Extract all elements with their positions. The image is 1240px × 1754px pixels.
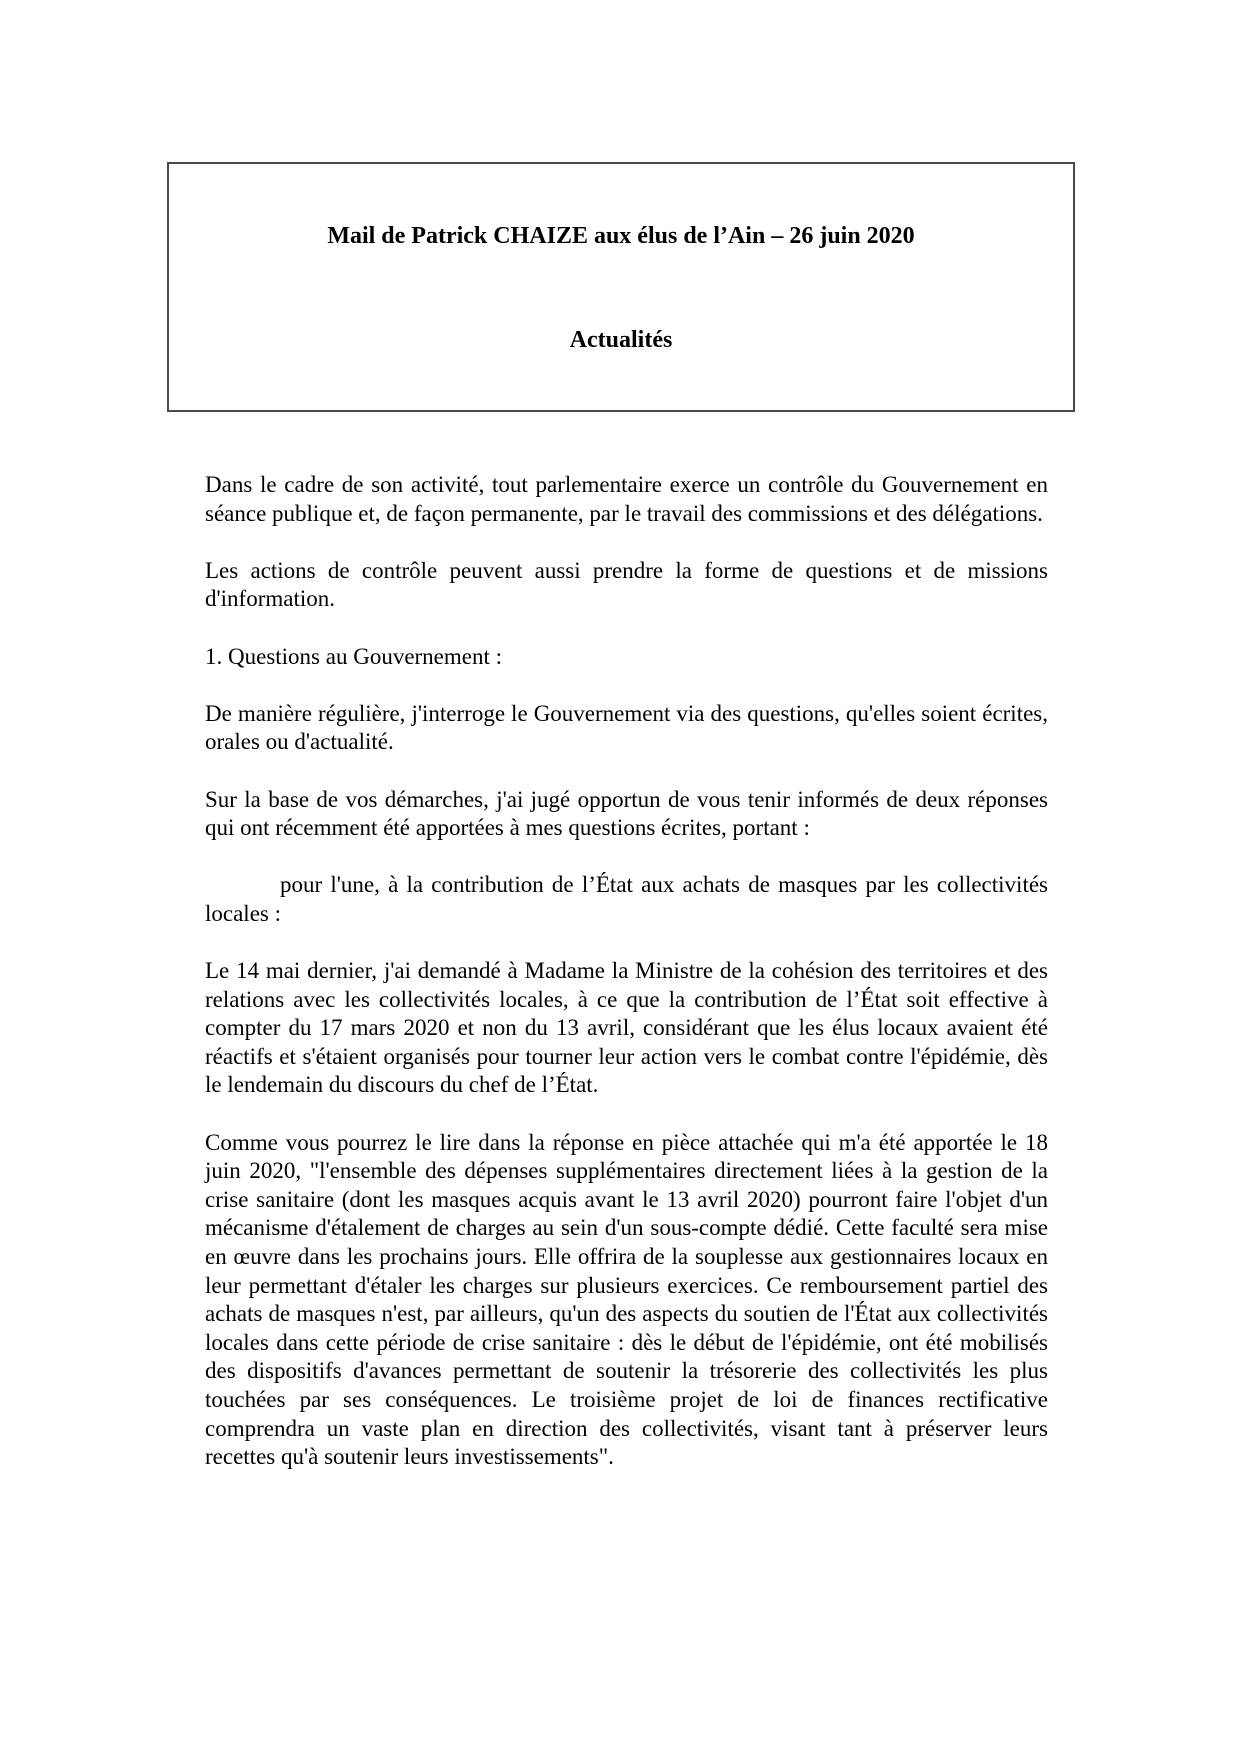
paragraph-intro-controle: Dans le cadre de son activité, tout parlementaire exerce un contrôle du Gouvernement en séance publique et, de façon permanente, par le travail des commissions et des délégations.: [205, 472, 1048, 526]
document-body: [205, 471, 1048, 1500]
paragraph-sur-la-base: Sur la base de vos démarches, j'ai jugé opportun de vous tenir informés de deux réponses qui ont récemment été apportées à mes questions écrites, portant :: [205, 786, 1048, 841]
paragraph-14-mai: Le 14 mai dernier, j'ai demandé à Madame la Ministre de la cohésion des territoires et des relations avec les collectivités locales, à ce que la contribution de l’État soit effective à compter du 17 mars 2020 et non du 13 avril, considérant que les élus locaux avaient été réactifs et s'étaient organisés pour tourner leur action vers le combat contre l'épidémie, dès le lendemain du discours du chef de l’État.: [205, 958, 1048, 1098]
document-subtitle: Actualités: [569, 327, 673, 353]
paragraph-pour-lune: pour l'une, à la contribution de l’État aux achats de masques par les collectivités locales :: [205, 872, 1048, 926]
paragraph-actions-controle: Les actions de contrôle peuvent aussi prendre la forme de questions et de missions d'information.: [205, 557, 1048, 612]
paragraph-maniere-reguliere: De manière régulière, j'interroge le Gouvernement via des questions, qu'elles soient écrites, orales ou d'actualité.: [205, 700, 1048, 755]
document-header-box: [167, 162, 1075, 412]
paragraph-heading-questions: 1. Questions au Gouvernement :: [205, 643, 503, 669]
document-title: Mail de Patrick CHAIZE aux élus de l’Ain – 26 juin 2020: [327, 223, 915, 249]
paragraph-reponse-18-juin: Comme vous pourrez le lire dans la réponse en pièce attachée qui m'a été apportée le 18 juin 2020, "l'ensemble des dépenses supplémentaires directement liées à la gestion de la crise sanitaire (dont les masques acquis avant le 13 avril 2020) pourront faire l'objet d'un mécanisme d'étalement de charges au sein d'un sous-compte dédié. Cette faculté sera mise en œuvre dans les prochains jours. Elle offrira de la souplesse aux gestionnaires locaux en leur permettant d'étaler les charges sur plusieurs exercices. Ce remboursement partiel des achats de masques n'est, par ailleurs, qu'un des aspects du soutien de l'État aux collectivités locales dans cette période de crise sanitaire : dès le début de l'épidémie, ont été mobilisés des dispositifs d'avances permettant de soutenir la trésorerie des collectivités les plus touchées par ses conséquences. Le troisième projet de loi de finances rectificative comprendra un vaste plan en direction des collectivités, visant tant à préserver leurs recettes qu'à soutenir leurs investissements".: [205, 1129, 1048, 1470]
